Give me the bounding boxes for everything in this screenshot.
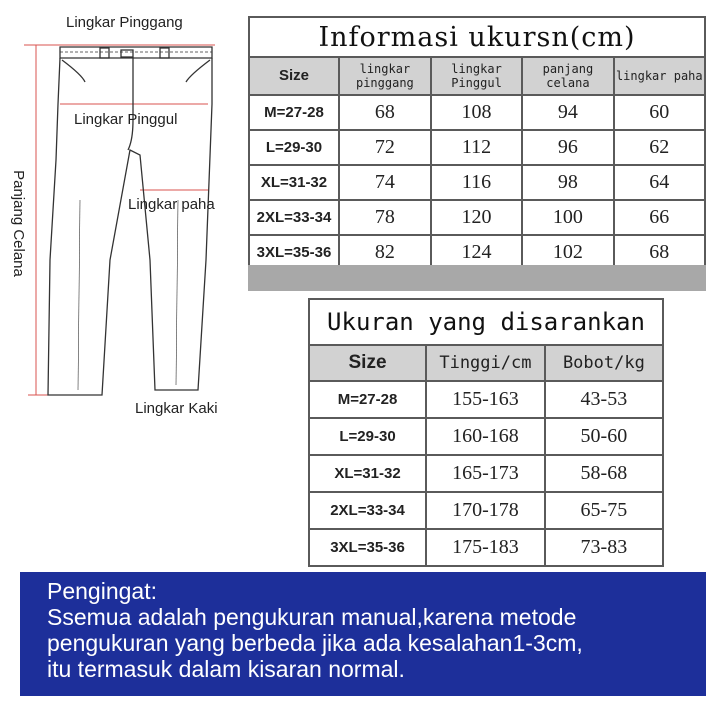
value-cell: 50-60 <box>545 418 663 455</box>
length-label: Panjang Celana <box>9 170 27 277</box>
value-cell: 62 <box>614 130 705 165</box>
value-cell: 124 <box>431 235 522 270</box>
header-thigh: lingkar paha <box>614 57 705 95</box>
table-row <box>309 418 663 455</box>
value-cell: 120 <box>431 200 522 235</box>
reminder-heading: Pengingat: <box>47 578 157 604</box>
table-row <box>249 95 705 130</box>
value-cell: 72 <box>339 130 431 165</box>
value-cell: 170-178 <box>426 492 545 529</box>
value-cell: 58-68 <box>545 455 663 492</box>
value-cell: 155-163 <box>426 381 545 418</box>
reminder-text <box>47 578 583 682</box>
table-header-row <box>309 345 663 381</box>
header-hip: lingkar Pinggul <box>431 57 522 95</box>
value-cell: 43-53 <box>545 381 663 418</box>
value-cell: 175-183 <box>426 529 545 566</box>
size-cell: M=27-28 <box>309 381 426 418</box>
value-cell: 68 <box>339 95 431 130</box>
value-cell: 102 <box>522 235 613 270</box>
table-row <box>249 165 705 200</box>
value-cell: 98 <box>522 165 613 200</box>
value-cell: 74 <box>339 165 431 200</box>
header-size: Size <box>249 57 339 95</box>
header-waist: lingkar pinggang <box>339 57 431 95</box>
reminder-line: Ssemua adalah pengukuran manual,karena metode <box>47 604 577 630</box>
size-cell: XL=31-32 <box>249 165 339 200</box>
table-row <box>309 492 663 529</box>
value-cell: 112 <box>431 130 522 165</box>
size-info-table <box>248 16 706 271</box>
header-size: Size <box>309 345 426 381</box>
value-cell: 100 <box>522 200 613 235</box>
thigh-label: Lingkar paha <box>128 196 215 213</box>
value-cell: 68 <box>614 235 705 270</box>
pants-measurement-diagram <box>0 0 245 430</box>
reminder-note <box>20 572 706 696</box>
size-info-title: Informasi ukursn(cm) <box>249 17 705 57</box>
size-cell: 3XL=35-36 <box>309 529 426 566</box>
value-cell: 82 <box>339 235 431 270</box>
value-cell: 66 <box>614 200 705 235</box>
value-cell: 60 <box>614 95 705 130</box>
size-cell: 3XL=35-36 <box>249 235 339 270</box>
size-cell: L=29-30 <box>249 130 339 165</box>
value-cell: 65-75 <box>545 492 663 529</box>
recommended-size-table <box>308 298 664 567</box>
header-height: Tinggi/cm <box>426 345 545 381</box>
reminder-line: itu termasuk dalam kisaran normal. <box>47 656 405 682</box>
recommended-size-title: Ukuran yang disarankan <box>309 299 663 345</box>
value-cell: 160-168 <box>426 418 545 455</box>
reminder-line: pengukuran yang berbeda jika ada kesalahan1-3cm, <box>47 630 583 656</box>
value-cell: 78 <box>339 200 431 235</box>
size-cell: L=29-30 <box>309 418 426 455</box>
table-header-row <box>249 57 705 95</box>
value-cell: 165-173 <box>426 455 545 492</box>
table-row <box>309 455 663 492</box>
header-weight: Bobot/kg <box>545 345 663 381</box>
value-cell: 73-83 <box>545 529 663 566</box>
size-cell: 2XL=33-34 <box>309 492 426 529</box>
value-cell: 94 <box>522 95 613 130</box>
table-row <box>309 529 663 566</box>
table-row <box>249 200 705 235</box>
waist-label: Lingkar Pinggang <box>66 14 183 31</box>
size-cell: M=27-28 <box>249 95 339 130</box>
table-footer-bar <box>248 265 706 291</box>
size-cell: XL=31-32 <box>309 455 426 492</box>
value-cell: 64 <box>614 165 705 200</box>
hip-label: Lingkar Pinggul <box>74 111 178 128</box>
table-row <box>249 130 705 165</box>
header-length: panjang celana <box>522 57 613 95</box>
value-cell: 108 <box>431 95 522 130</box>
value-cell: 116 <box>431 165 522 200</box>
table-row <box>309 381 663 418</box>
hem-label: Lingkar Kaki <box>135 400 218 417</box>
value-cell: 96 <box>522 130 613 165</box>
size-cell: 2XL=33-34 <box>249 200 339 235</box>
pants-outline-illustration <box>0 0 245 430</box>
